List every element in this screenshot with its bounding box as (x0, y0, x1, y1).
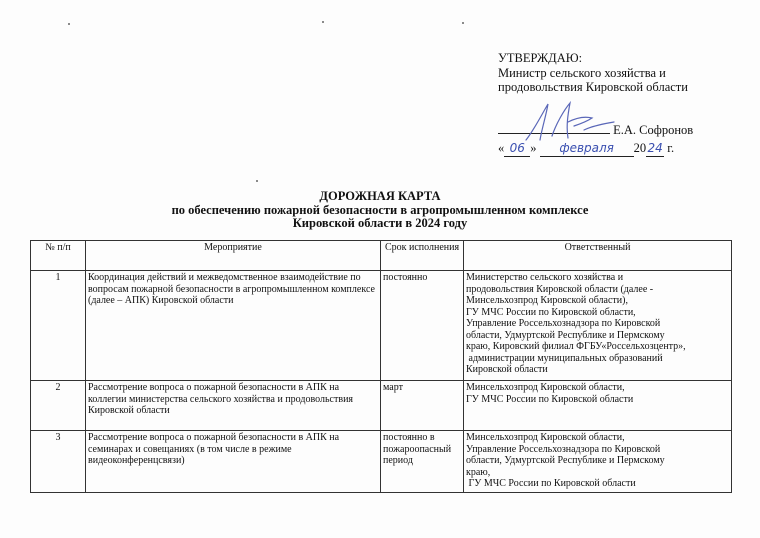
header-responsible: Ответственный (464, 241, 732, 271)
table-row (31, 381, 732, 431)
title-line1: ДОРОЖНАЯ КАРТА (319, 189, 441, 203)
table-row (31, 271, 732, 381)
handwritten-signature (522, 100, 617, 148)
header-term: Срок исполнения (381, 241, 464, 271)
date-year-unit: г. (667, 141, 675, 155)
row-term: постоянно (381, 271, 464, 381)
row-responsible: Министерство сельского хозяйства и продовольствия Кировской области (далее - Минсельхозпрод Кировской области), ГУ МЧС России по Кировской области, Управление Россельхознадзора по Кировской области, Удмуртской Республике и Пермскому краю, Кировский филиал ФГБУ«Россельхозцентр», администрации муниципальных образований Кировской области (464, 271, 732, 381)
scan-speck (322, 21, 324, 23)
row-activity: Рассмотрение вопроса о пожарной безопасности в АПК на семинарах и совещаниях (в том числе в режиме видеоконференцсвязи) (86, 431, 381, 493)
row-activity: Координация действий и межведомственное взаимодействие по вопросам пожарной безопасности в агропромышленном комплексе (далее – АПК) Кировской области (86, 271, 381, 381)
approval-date: « 06 » февраля 2024 г. (498, 141, 675, 155)
roadmap-table (30, 240, 732, 493)
header-activity: Мероприятие (86, 241, 381, 271)
table-header-row (31, 241, 732, 271)
row-responsible: Минсельхозпрод Кировской области, ГУ МЧС России по Кировской области (464, 381, 732, 431)
header-number: № п/п (31, 241, 86, 271)
scan-speck (68, 23, 70, 25)
row-responsible: Минсельхозпрод Кировской области, Управление Россельхознадзора по Кировской области, Удмуртской Республике и Пермскому краю, ГУ МЧС России по Кировской области (464, 431, 732, 493)
date-year-prefix: 20 (633, 141, 647, 155)
row-activity: Рассмотрение вопроса о пожарной безопасности в АПК на коллегии министерства сельского хозяйства и продовольствия Кировской области (86, 381, 381, 431)
row-number: 2 (31, 381, 86, 431)
row-number: 3 (31, 431, 86, 493)
row-number: 1 (31, 271, 86, 381)
approval-heading: УТВЕРЖДАЮ: (498, 51, 583, 65)
title-line3: Кировской области в 2024 году (292, 216, 468, 230)
row-term: постоянно в пожароопасный период (381, 431, 464, 493)
date-year-suffix: 24 (647, 141, 663, 155)
document-title (0, 190, 760, 231)
scan-speck (462, 22, 464, 24)
signer-name: Е.А. Софронов (613, 122, 694, 137)
table-row (31, 431, 732, 493)
row-term: март (381, 381, 464, 431)
scan-speck (256, 180, 258, 182)
approval-position-line1: Министр сельского хозяйства и (498, 65, 666, 80)
date-day: 06 (504, 141, 530, 157)
approval-position-line2: продовольствия Кировской области (498, 80, 688, 94)
title-line2: по обеспечению пожарной безопасности в агропромышленном комплексе (171, 202, 589, 217)
date-month: февраля (540, 141, 634, 157)
